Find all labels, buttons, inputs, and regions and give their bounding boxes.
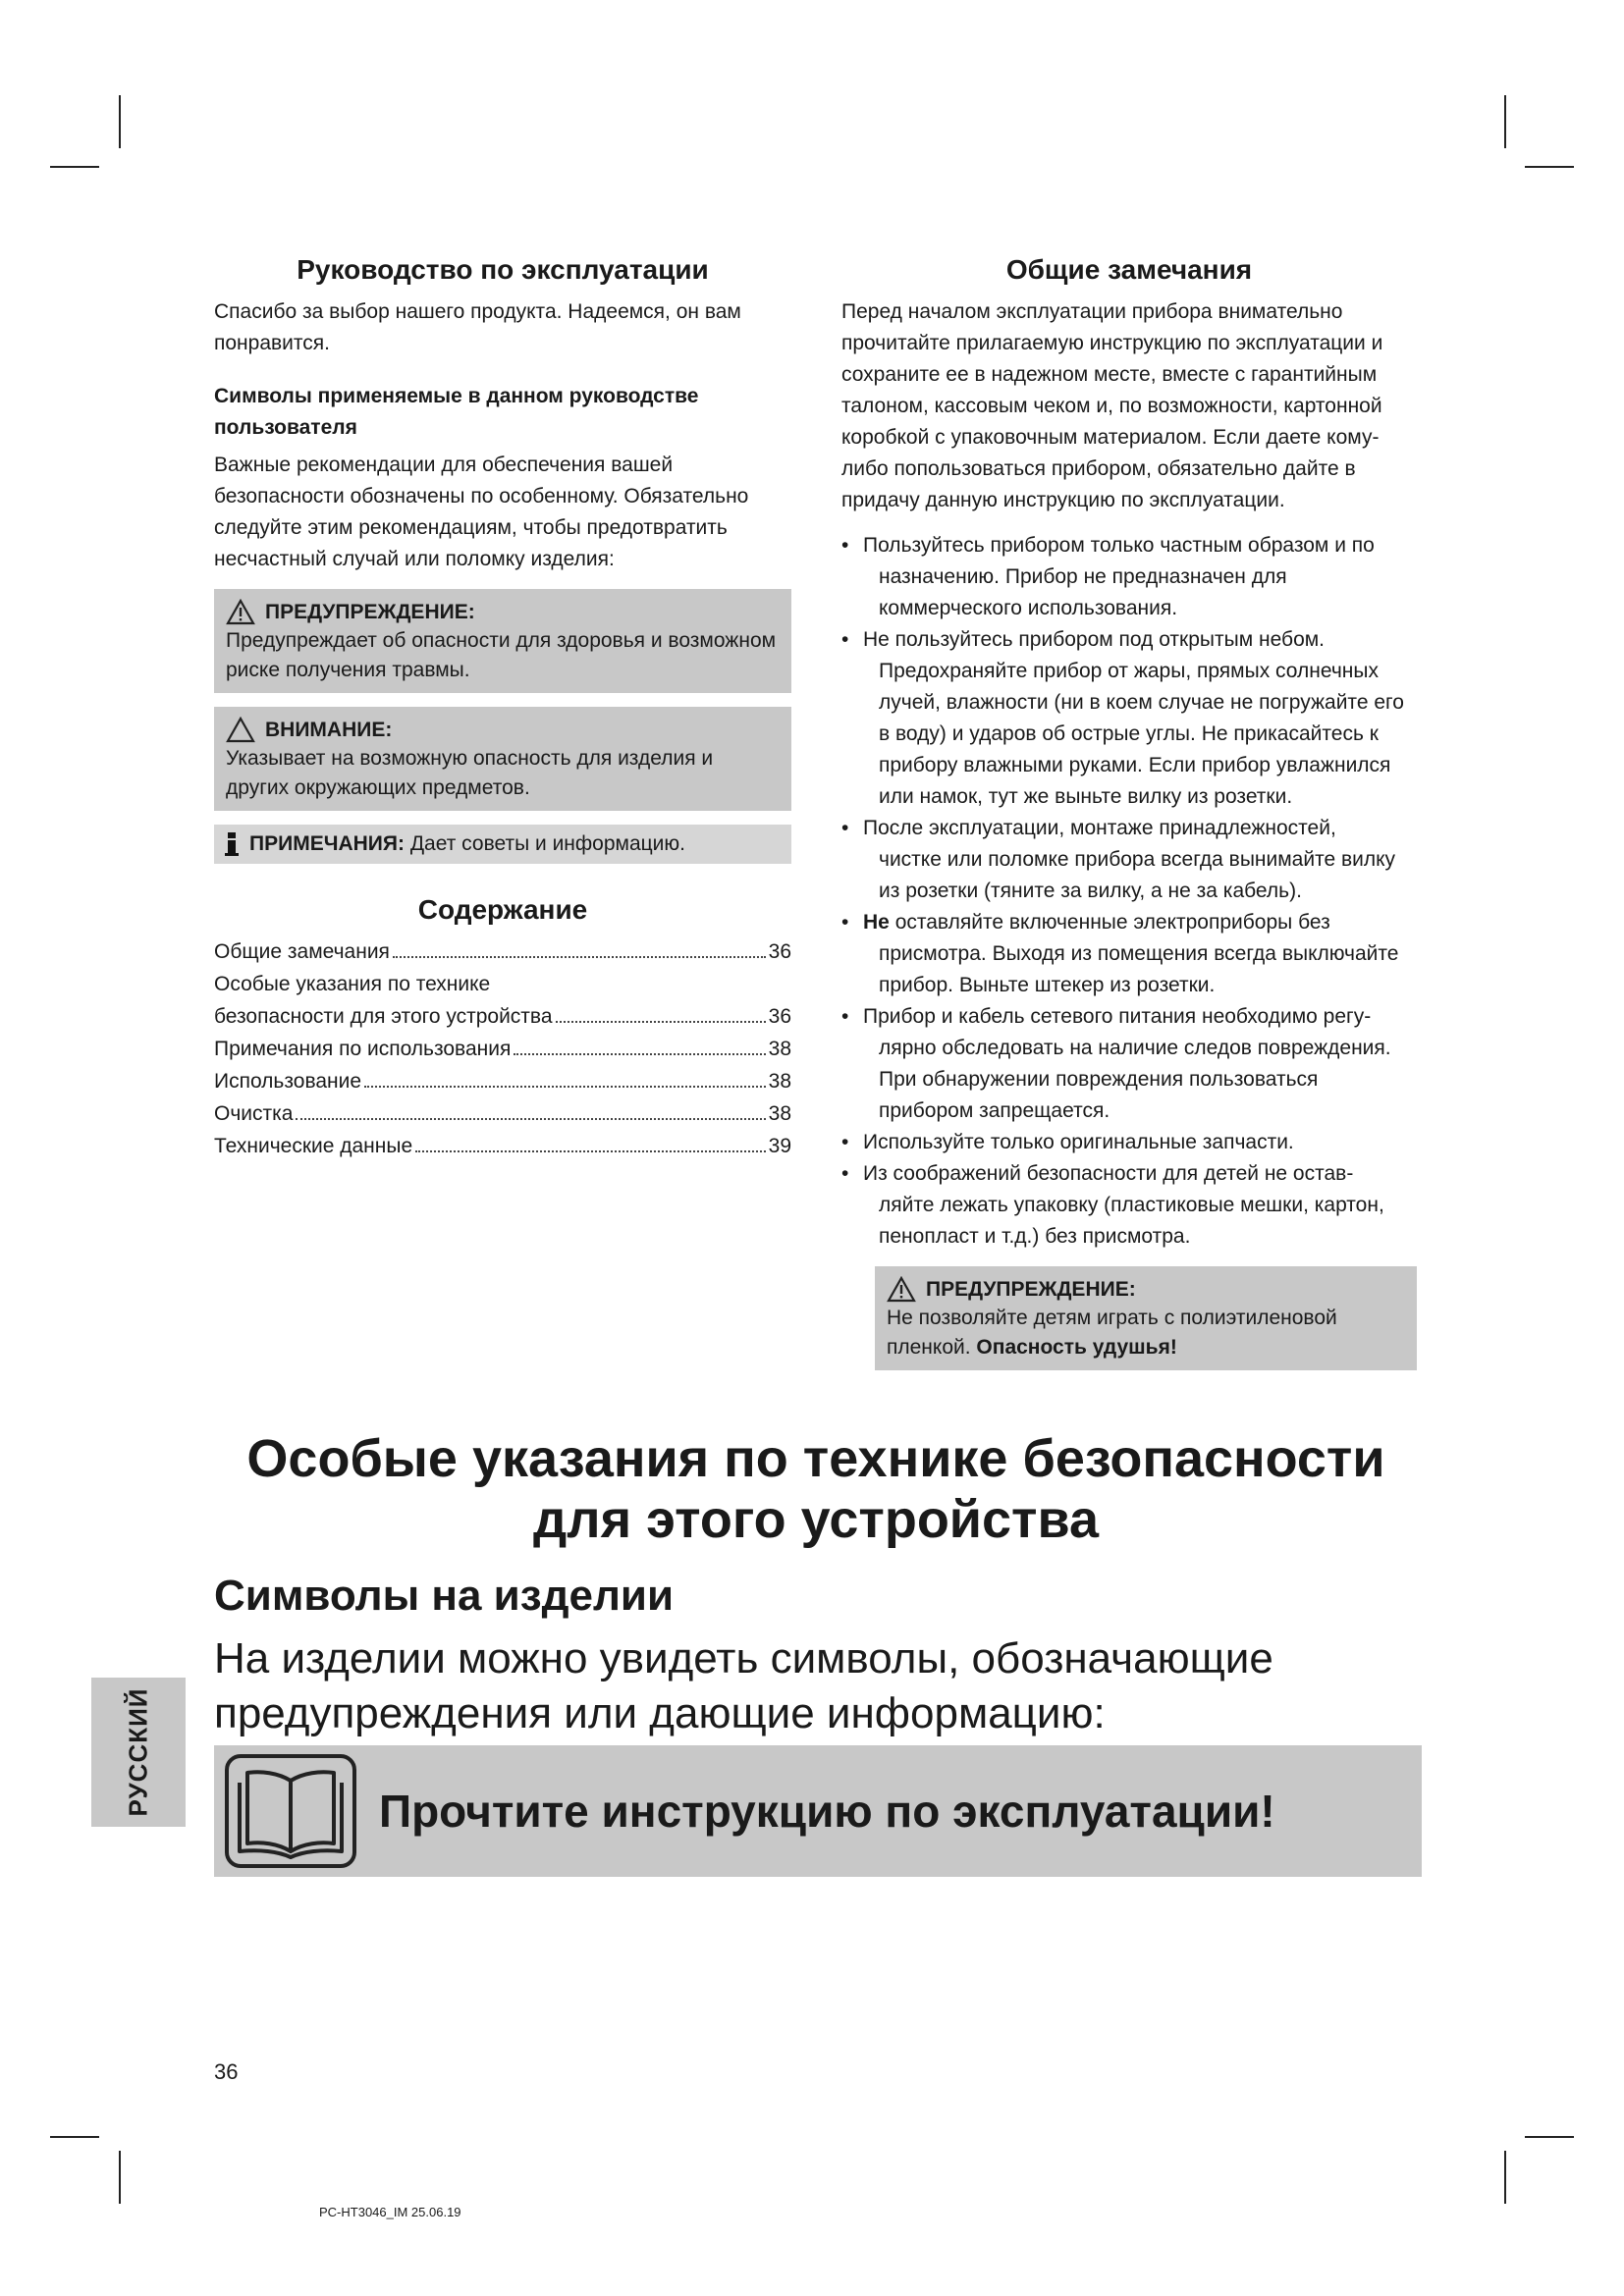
toc-entry-label: Очистка bbox=[214, 1102, 294, 1126]
toc-entry[interactable] bbox=[214, 1097, 791, 1130]
list-item: • Используйте только оригинальные запчасти. bbox=[841, 1127, 1417, 1158]
list-item: • Пользуйтесь прибором только частным образом и по назначению. Прибор не предназначен для коммерческого использования. bbox=[841, 530, 1417, 624]
note-box bbox=[214, 825, 791, 864]
toc-entry[interactable] bbox=[214, 1065, 791, 1097]
symbols-text: Важные рекомендации для обеспечения вашей безопасности обозначены по особенному. Обязательно следуйте этим рекомендациям, чтобы предотвратить несчастный случай или поломку изделия: bbox=[214, 453, 749, 570]
list-item: • Не пользуйтесь прибором под открытым небом. Предохраняйте прибор от жары, прямых солнечных лучей, влажности (ни в коем случае не погружайте его в воду) и ударов об острые углы. Не прикасайтесь к прибору влажными руками. Если прибор увлажнился или намок, тут же выньте вилку из розетки. bbox=[841, 624, 1417, 813]
product-symbols-text: На изделии можно увидеть символы, обозначающие предупреждения или дающие информацию: bbox=[214, 1634, 1273, 1737]
warning-emphasis: Опасность удушья! bbox=[976, 1335, 1177, 1359]
read-manual-text: Прочтите инструкцию по эксплуатации! bbox=[379, 1786, 1275, 1837]
toc-entry-page: 38 bbox=[768, 1102, 791, 1126]
intro-text: Спасибо за выбор нашего продукта. Надеемся, он вам понравится. bbox=[214, 299, 741, 354]
toc-entry[interactable] bbox=[214, 1033, 791, 1065]
crop-mark bbox=[50, 2136, 99, 2138]
footer-code: PC-HT3046_IM 25.06.19 bbox=[319, 2205, 461, 2219]
general-notes-title: Общие замечания bbox=[1005, 254, 1253, 285]
warning-text: Не позволяйте детям играть с полиэтиленовой пленкой. bbox=[887, 1306, 1337, 1359]
toc-entry[interactable] bbox=[214, 1000, 791, 1033]
general-notes-intro: Перед началом эксплуатации прибора внимательно прочитайте прилагаемую инструкцию по эксплуатации и сохраните ее в надежном месте, вместе с гарантийным талоном, кассовым чеком и, по возможности, картонной коробкой с упаковочным материалом. Если даете кому-либо попользоваться прибором, обязательно дайте в придачу данную инструкцию по эксплуатации. bbox=[841, 299, 1383, 511]
toc-title: Содержание bbox=[417, 893, 588, 925]
toc-entry-page: 36 bbox=[768, 1005, 791, 1029]
warning-label: ПРЕДУПРЕЖДЕНИЕ: bbox=[926, 1277, 1136, 1301]
product-symbols-heading: Символы на изделии bbox=[214, 1572, 675, 1620]
crop-mark bbox=[1525, 2136, 1574, 2138]
toc-entry-page: 39 bbox=[768, 1135, 791, 1158]
toc-entry-label: Использование bbox=[214, 1070, 362, 1094]
toc-entry-label[interactable]: Особые указания по технике bbox=[214, 973, 491, 996]
crop-mark bbox=[50, 166, 99, 168]
caution-box bbox=[214, 707, 791, 811]
warning-triangle-icon bbox=[226, 599, 255, 625]
warning-box bbox=[214, 589, 791, 693]
left-column bbox=[214, 253, 791, 1162]
warning-label: ПРЕДУПРЕЖДЕНИЕ: bbox=[265, 600, 475, 623]
warning-text: Предупреждает об опасности для здоровья и возможном риске получения травмы. bbox=[226, 628, 777, 681]
children-warning-box bbox=[875, 1266, 1417, 1370]
toc-entry-page: 36 bbox=[768, 940, 791, 964]
toc-entry-label: Технические данные bbox=[214, 1135, 413, 1158]
language-label: РУССКИЙ bbox=[123, 1687, 153, 1817]
list-item: • Из соображений безопасности для детей не остав- ляйте лежать упаковку (пластиковые мешки, картон, пенопласт и т.д.) без присмотра. bbox=[841, 1158, 1417, 1253]
manual-title: Руководство по эксплуатации bbox=[297, 254, 709, 285]
note-text: Дает советы и информацию. bbox=[409, 831, 686, 855]
language-tab bbox=[91, 1678, 186, 1827]
caution-triangle-icon bbox=[226, 717, 255, 743]
toc-entry-page: 38 bbox=[768, 1038, 791, 1061]
list-item: • После эксплуатации, монтаже принадлежностей, чистке или поломке прибора всегда вынимайте вилку из розетки (тяните за вилку, а не за кабель). bbox=[841, 813, 1417, 907]
toc-entry-page: 38 bbox=[768, 1070, 791, 1094]
page-number: 36 bbox=[214, 2059, 239, 2084]
toc-entry[interactable] bbox=[214, 935, 791, 968]
crop-mark bbox=[1525, 166, 1574, 168]
safety-title: Особые указания по технике безопасности для этого устройства bbox=[246, 1429, 1385, 1549]
list-item: • Не оставляйте включенные электроприборы без присмотра. Выходя из помещения всегда выключайте прибор. Выньте штекер из розетки. bbox=[841, 907, 1417, 1001]
note-label: ПРИМЕЧАНИЯ: bbox=[249, 831, 405, 855]
caution-label: ВНИМАНИЕ: bbox=[265, 718, 393, 741]
warning-triangle-icon bbox=[887, 1276, 916, 1303]
table-of-contents bbox=[214, 935, 791, 1162]
right-column bbox=[841, 253, 1417, 1370]
read-manual-box bbox=[214, 1745, 1422, 1877]
crop-mark bbox=[1504, 2151, 1506, 2204]
caution-text: Указывает на возможную опасность для изделия и других окружающих предметов. bbox=[226, 746, 714, 799]
toc-entry-label: безопасности для этого устройства bbox=[214, 1005, 553, 1029]
info-icon bbox=[224, 831, 240, 857]
toc-entry-label: Примечания по использования bbox=[214, 1038, 512, 1061]
open-book-icon bbox=[224, 1753, 357, 1869]
toc-entry-label: Общие замечания bbox=[214, 940, 390, 964]
toc-entry[interactable] bbox=[214, 1130, 791, 1162]
safety-bullet-list bbox=[841, 530, 1417, 1253]
symbols-heading: Символы применяемые в данном руководстве пользователя bbox=[214, 384, 699, 439]
crop-mark bbox=[1504, 95, 1506, 148]
crop-mark bbox=[119, 95, 121, 148]
crop-mark bbox=[119, 2151, 121, 2204]
list-item: • Прибор и кабель сетевого питания необходимо регу- лярно обследовать на наличие следов повреждения. При обнаружении повреждения пользоваться прибором запрещается. bbox=[841, 1001, 1417, 1127]
